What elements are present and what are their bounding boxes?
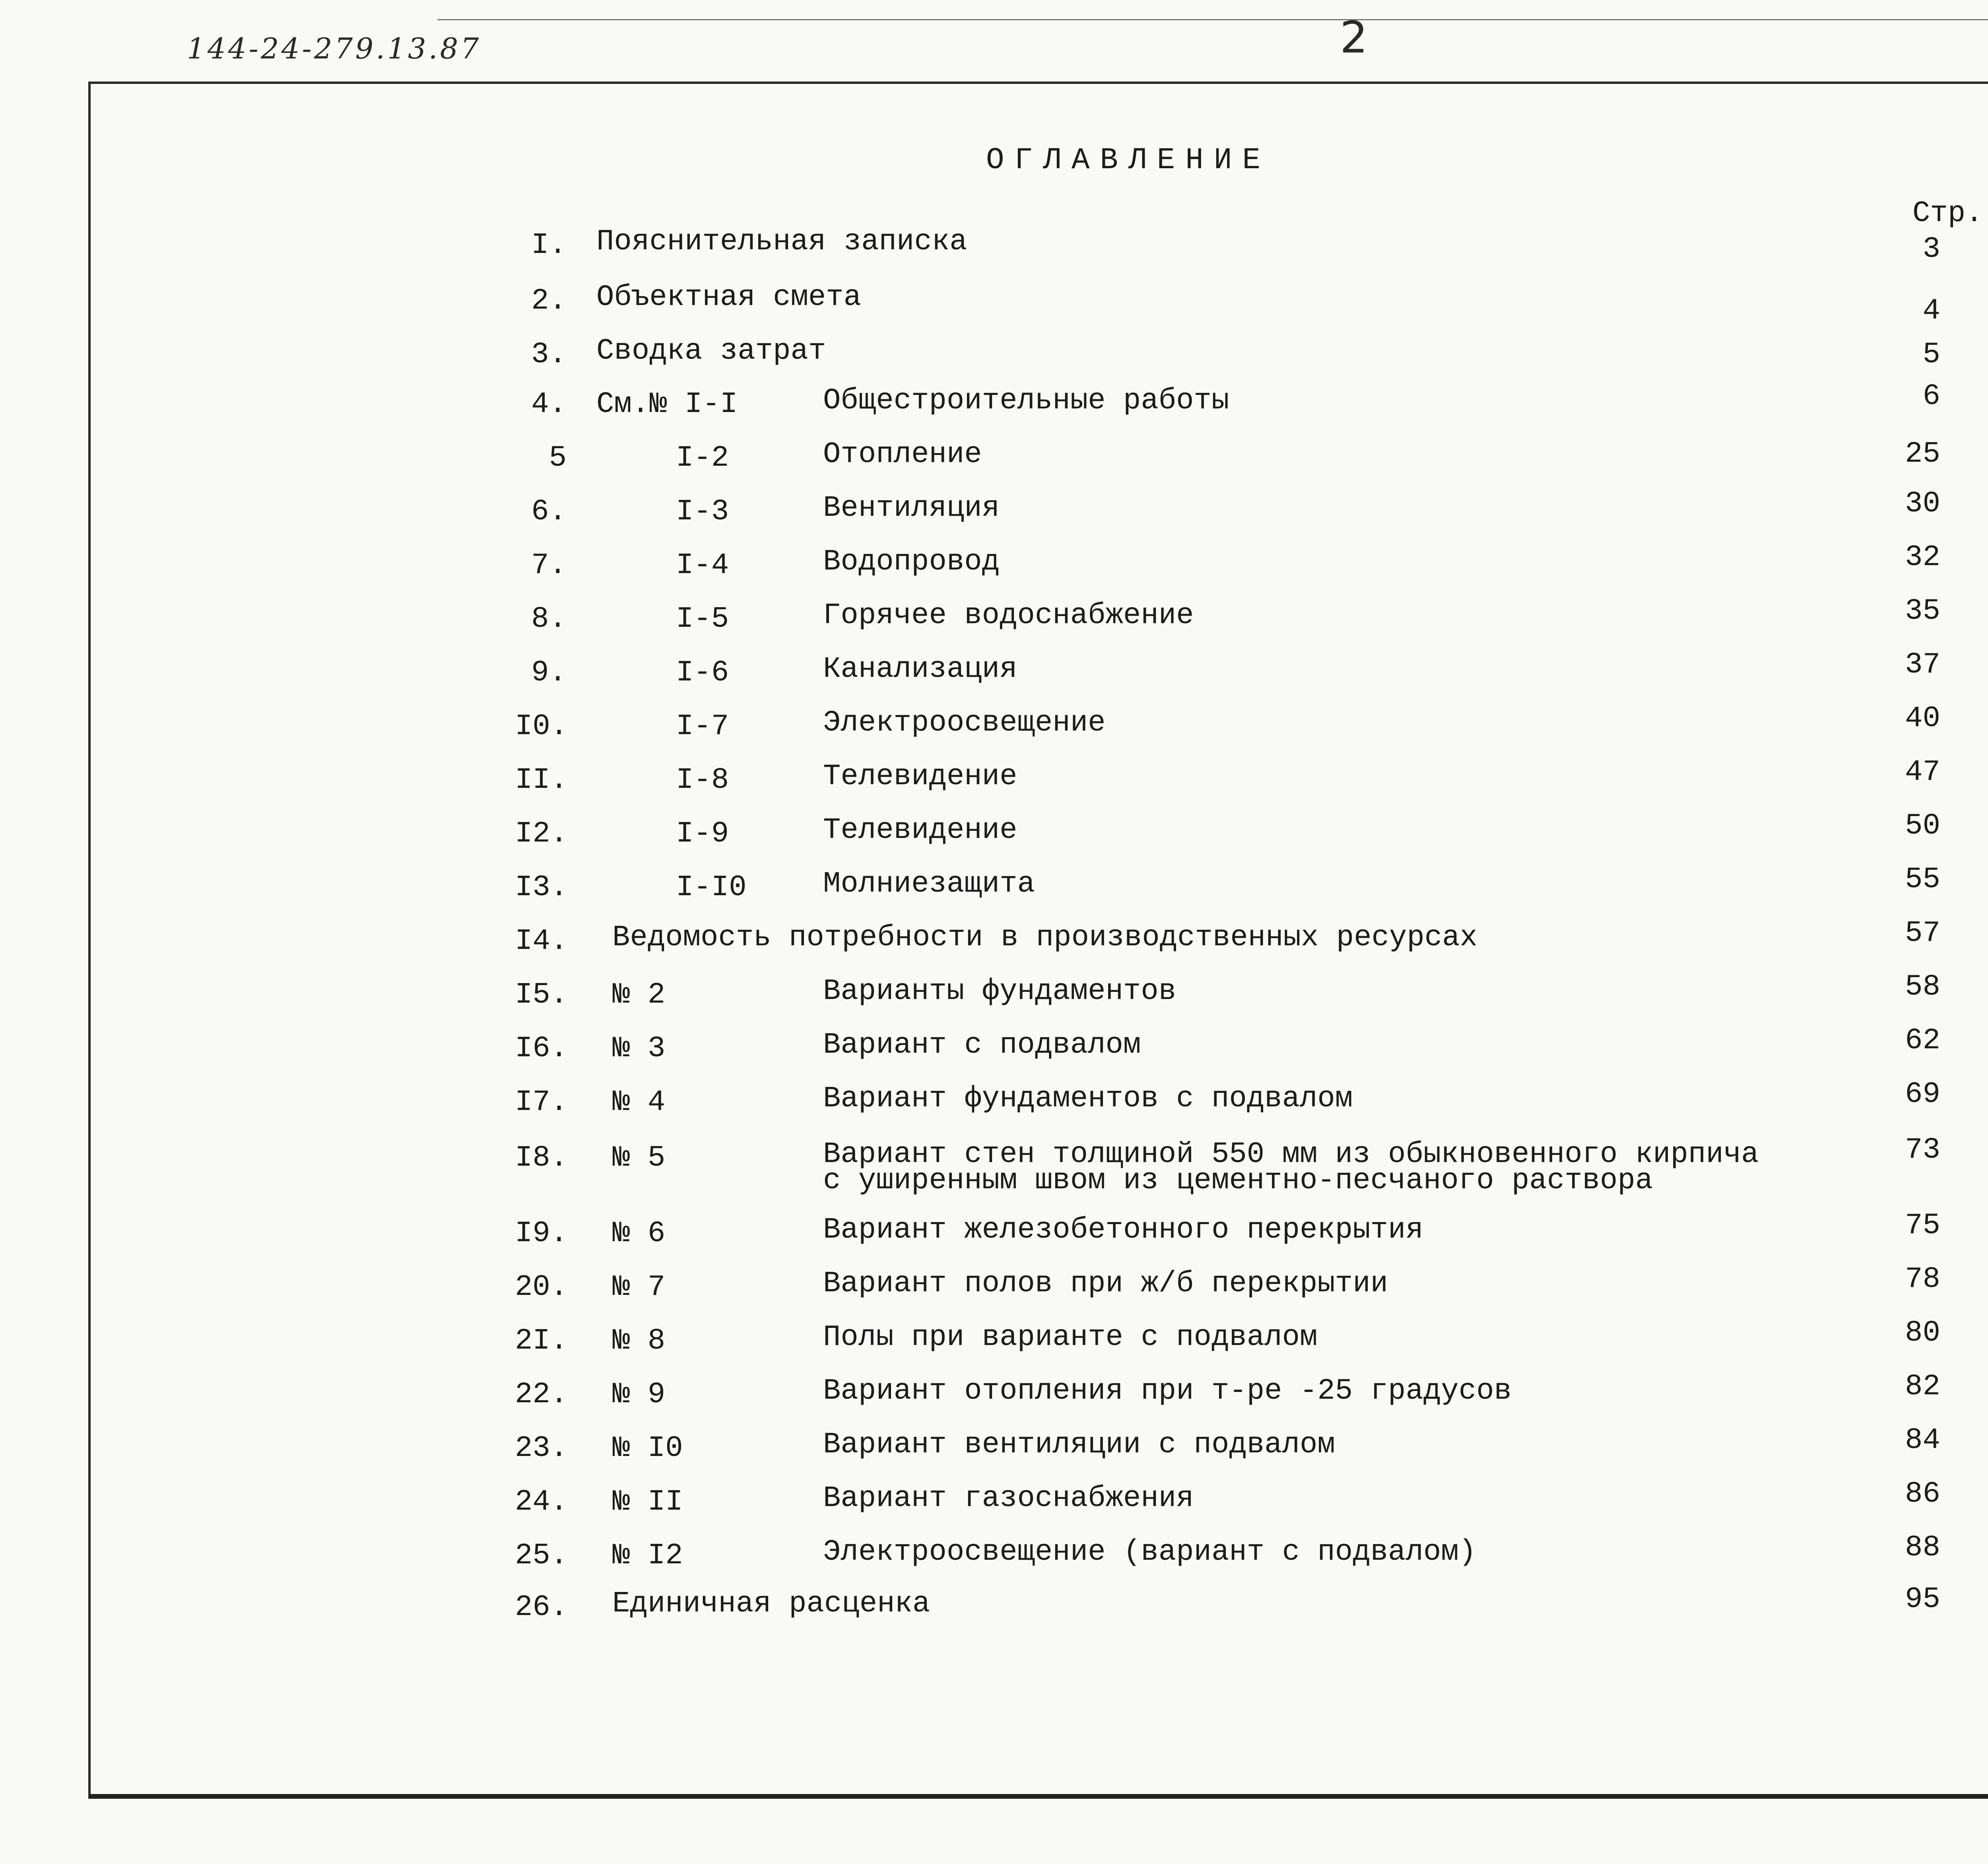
- toc-entry-number: I8.: [515, 1141, 568, 1175]
- toc-entry: [0, 1531, 1988, 1575]
- toc-entry: [0, 595, 1988, 638]
- toc-entry-title: Ведомость потребности в производственных ресурсах: [612, 921, 1477, 954]
- toc-entry: [0, 756, 1988, 799]
- toc-entry-page: 75: [1905, 1209, 1940, 1242]
- toc-entry: [0, 1583, 1988, 1627]
- toc-entry: [0, 541, 1988, 585]
- toc-entry: [0, 1078, 1988, 1122]
- toc-entry: [0, 1370, 1988, 1414]
- toc-entry-number: 2.: [531, 284, 567, 318]
- toc-entry-title: Пояснительная записка: [596, 225, 967, 259]
- toc-entry: [0, 437, 1988, 477]
- toc-entry-code: № 5: [612, 1141, 666, 1175]
- toc-entry-page: 69: [1905, 1078, 1940, 1111]
- toc-entry: [0, 863, 1988, 907]
- toc-entry-page: 4: [1922, 294, 1940, 328]
- toc-entry: [0, 970, 1988, 1014]
- toc-entry-code: I-3: [676, 495, 729, 529]
- toc-entry-number: II.: [515, 764, 568, 797]
- toc-entry-title: Вариант полов при ж/б перекрытии: [823, 1267, 1388, 1300]
- toc-entry-number: 20.: [515, 1271, 568, 1304]
- toc-entry-title: Объектная смета: [596, 281, 862, 314]
- toc-entry-number: I0.: [515, 710, 568, 743]
- toc-title: ОГЛАВЛЕНИЕ: [986, 143, 1271, 177]
- toc-entry-code: № 6: [612, 1217, 666, 1250]
- toc-entry-code: № I0: [612, 1432, 683, 1465]
- toc-entry-title: Вариант вентиляции с подвалом: [823, 1428, 1335, 1462]
- toc-entry: [0, 1263, 1988, 1306]
- toc-entry-number: 26.: [515, 1591, 568, 1624]
- toc-entry-title: Водопровод: [823, 545, 1000, 579]
- toc-entry-title: Варианты фундаментов: [823, 975, 1176, 1008]
- toc-entry-number: I4.: [515, 925, 568, 958]
- toc-entry-number: I.: [531, 229, 567, 262]
- toc-entry-number: I7.: [515, 1086, 568, 1119]
- toc-entry: [0, 648, 1988, 692]
- toc-entry-page: 6: [1922, 380, 1940, 413]
- toc-entry-code: I-2: [676, 441, 729, 475]
- toc-entry-code: I-7: [676, 710, 729, 743]
- toc-entry-page: 73: [1905, 1133, 1940, 1167]
- toc-entry: [0, 1424, 1988, 1467]
- toc-entry-title: Вариант стен толщиной 550 мм из обыкновенного кирпича с уширенным швом из цементно-песчаного раствора: [823, 1138, 1759, 1197]
- toc-entry-code: № 8: [612, 1324, 666, 1358]
- toc-entry-title: Вариант железобетонного перекрытия: [823, 1213, 1423, 1247]
- toc-entry-page: 55: [1905, 863, 1940, 896]
- toc-entry-number: I2.: [515, 817, 568, 851]
- toc-entry-title: Вариант фундаментов с подвалом: [823, 1082, 1353, 1116]
- toc-entry: [0, 809, 1988, 853]
- toc-entry-code: № I2: [612, 1539, 683, 1572]
- toc-entry-number: 6.: [531, 495, 567, 529]
- page-number: 2: [1340, 12, 1370, 63]
- toc-entry-code: I-9: [676, 817, 729, 851]
- toc-entry-code: I-I0: [676, 871, 747, 904]
- toc-entry-number: 4.: [531, 388, 567, 421]
- toc-entry: [0, 702, 1988, 746]
- toc-entry-page: 37: [1905, 648, 1940, 682]
- toc-entry-title: Единичная расценка: [612, 1587, 930, 1621]
- toc-entry-page: 3: [1922, 233, 1940, 266]
- toc-entry-title: Вариант отопления при т-ре -25 градусов: [823, 1374, 1512, 1408]
- toc-entry-title: Отопление: [823, 438, 982, 471]
- toc-entry-page: 88: [1905, 1531, 1940, 1565]
- toc-entry-code: № 3: [612, 1032, 666, 1065]
- toc-entry: [0, 1477, 1988, 1521]
- toc-entry-code: № 2: [612, 978, 666, 1012]
- toc-entry: [0, 917, 1988, 960]
- toc-entry-page: 95: [1905, 1583, 1940, 1616]
- top-rule: [437, 19, 1988, 20]
- toc-entry: [0, 487, 1988, 531]
- toc-entry-number: 25.: [515, 1539, 568, 1572]
- document-code: 144-24-279.13.87: [187, 32, 481, 65]
- toc-entry-page: 58: [1905, 970, 1940, 1004]
- toc-entry-code: № 7: [612, 1271, 666, 1304]
- toc-entry-number: 3.: [531, 338, 567, 371]
- toc-entry-page: 30: [1905, 487, 1940, 521]
- toc-entry-title: Телевидение: [823, 760, 1017, 793]
- toc-entry-page: 47: [1905, 756, 1940, 789]
- toc-entry-title: Горячее водоснабжение: [823, 599, 1194, 632]
- toc-entry-code: I-8: [676, 764, 729, 797]
- toc-entry-title: Молниезащита: [823, 867, 1035, 901]
- toc-entry-number: I9.: [515, 1217, 568, 1250]
- toc-entry-code: № 9: [612, 1378, 666, 1411]
- toc-entry-page: 86: [1905, 1477, 1940, 1511]
- toc-entry-number: I6.: [515, 1032, 568, 1065]
- toc-entry-page: 84: [1905, 1424, 1940, 1457]
- toc-entry-code: I-6: [676, 656, 729, 690]
- toc-entry-number: 7.: [531, 549, 567, 582]
- toc-entry-page: 5: [1922, 338, 1940, 371]
- toc-entry: [0, 225, 1988, 266]
- toc-entry-code: № 4: [612, 1086, 666, 1119]
- toc-entry-title: Телевидение: [823, 814, 1017, 847]
- toc-entry-page: 35: [1905, 595, 1940, 628]
- toc-entry: [0, 1316, 1988, 1360]
- toc-entry-number: 9.: [531, 656, 567, 690]
- toc-entry-code: I-4: [676, 549, 729, 582]
- toc-entry-title: Вариант газоснабжения: [823, 1482, 1194, 1515]
- toc-entry-page: 25: [1905, 437, 1940, 471]
- toc-entry-title: Общестроительные работы: [823, 384, 1229, 418]
- toc-entry-page: 62: [1905, 1024, 1940, 1057]
- toc-entry-title: Канализация: [823, 653, 1017, 686]
- toc-entry: [0, 281, 1988, 328]
- toc-entry-number: 22.: [515, 1378, 568, 1411]
- toc-entry-title: Электроосвещение (вариант с подвалом): [823, 1536, 1477, 1569]
- toc-entry-number: 23.: [515, 1432, 568, 1465]
- toc-entry-number: 8.: [531, 603, 567, 636]
- toc-entry-title: Полы при варианте с подвалом: [823, 1321, 1318, 1354]
- toc-entry-title: Вентиляция: [823, 492, 1000, 525]
- toc-entry-number: 24.: [515, 1485, 568, 1519]
- toc-entry-page: 32: [1905, 541, 1940, 574]
- toc-entry-title: Сводка затрат: [596, 334, 826, 368]
- toc-entry-page: 50: [1905, 809, 1940, 843]
- toc-entry-code: См.№ I-I: [596, 388, 738, 421]
- toc-entry-number: I5.: [515, 978, 568, 1012]
- toc-entry-code: № II: [612, 1485, 683, 1519]
- toc-entry: [0, 1024, 1988, 1068]
- toc-entry: [0, 1133, 1988, 1197]
- toc-entry-code: I-5: [676, 603, 729, 636]
- toc-entry-page: 40: [1905, 702, 1940, 735]
- toc-entry-title: Электроосвещение: [823, 706, 1106, 740]
- toc-entry-title: Вариант с подвалом: [823, 1028, 1141, 1062]
- toc-entry: [0, 334, 1988, 374]
- toc-entry-page: 82: [1905, 1370, 1940, 1403]
- toc-entry: [0, 380, 1988, 424]
- toc-entry-number: 2I.: [515, 1324, 568, 1358]
- toc-entry-page: 57: [1905, 917, 1940, 950]
- toc-entry-number: 5: [549, 441, 567, 475]
- toc-entry-page: 80: [1905, 1316, 1940, 1350]
- page-column-label: Стр.: [1912, 197, 1983, 230]
- toc-entry: [0, 1209, 1988, 1253]
- toc-entry-number: I3.: [515, 871, 568, 904]
- toc-entry-page: 78: [1905, 1263, 1940, 1296]
